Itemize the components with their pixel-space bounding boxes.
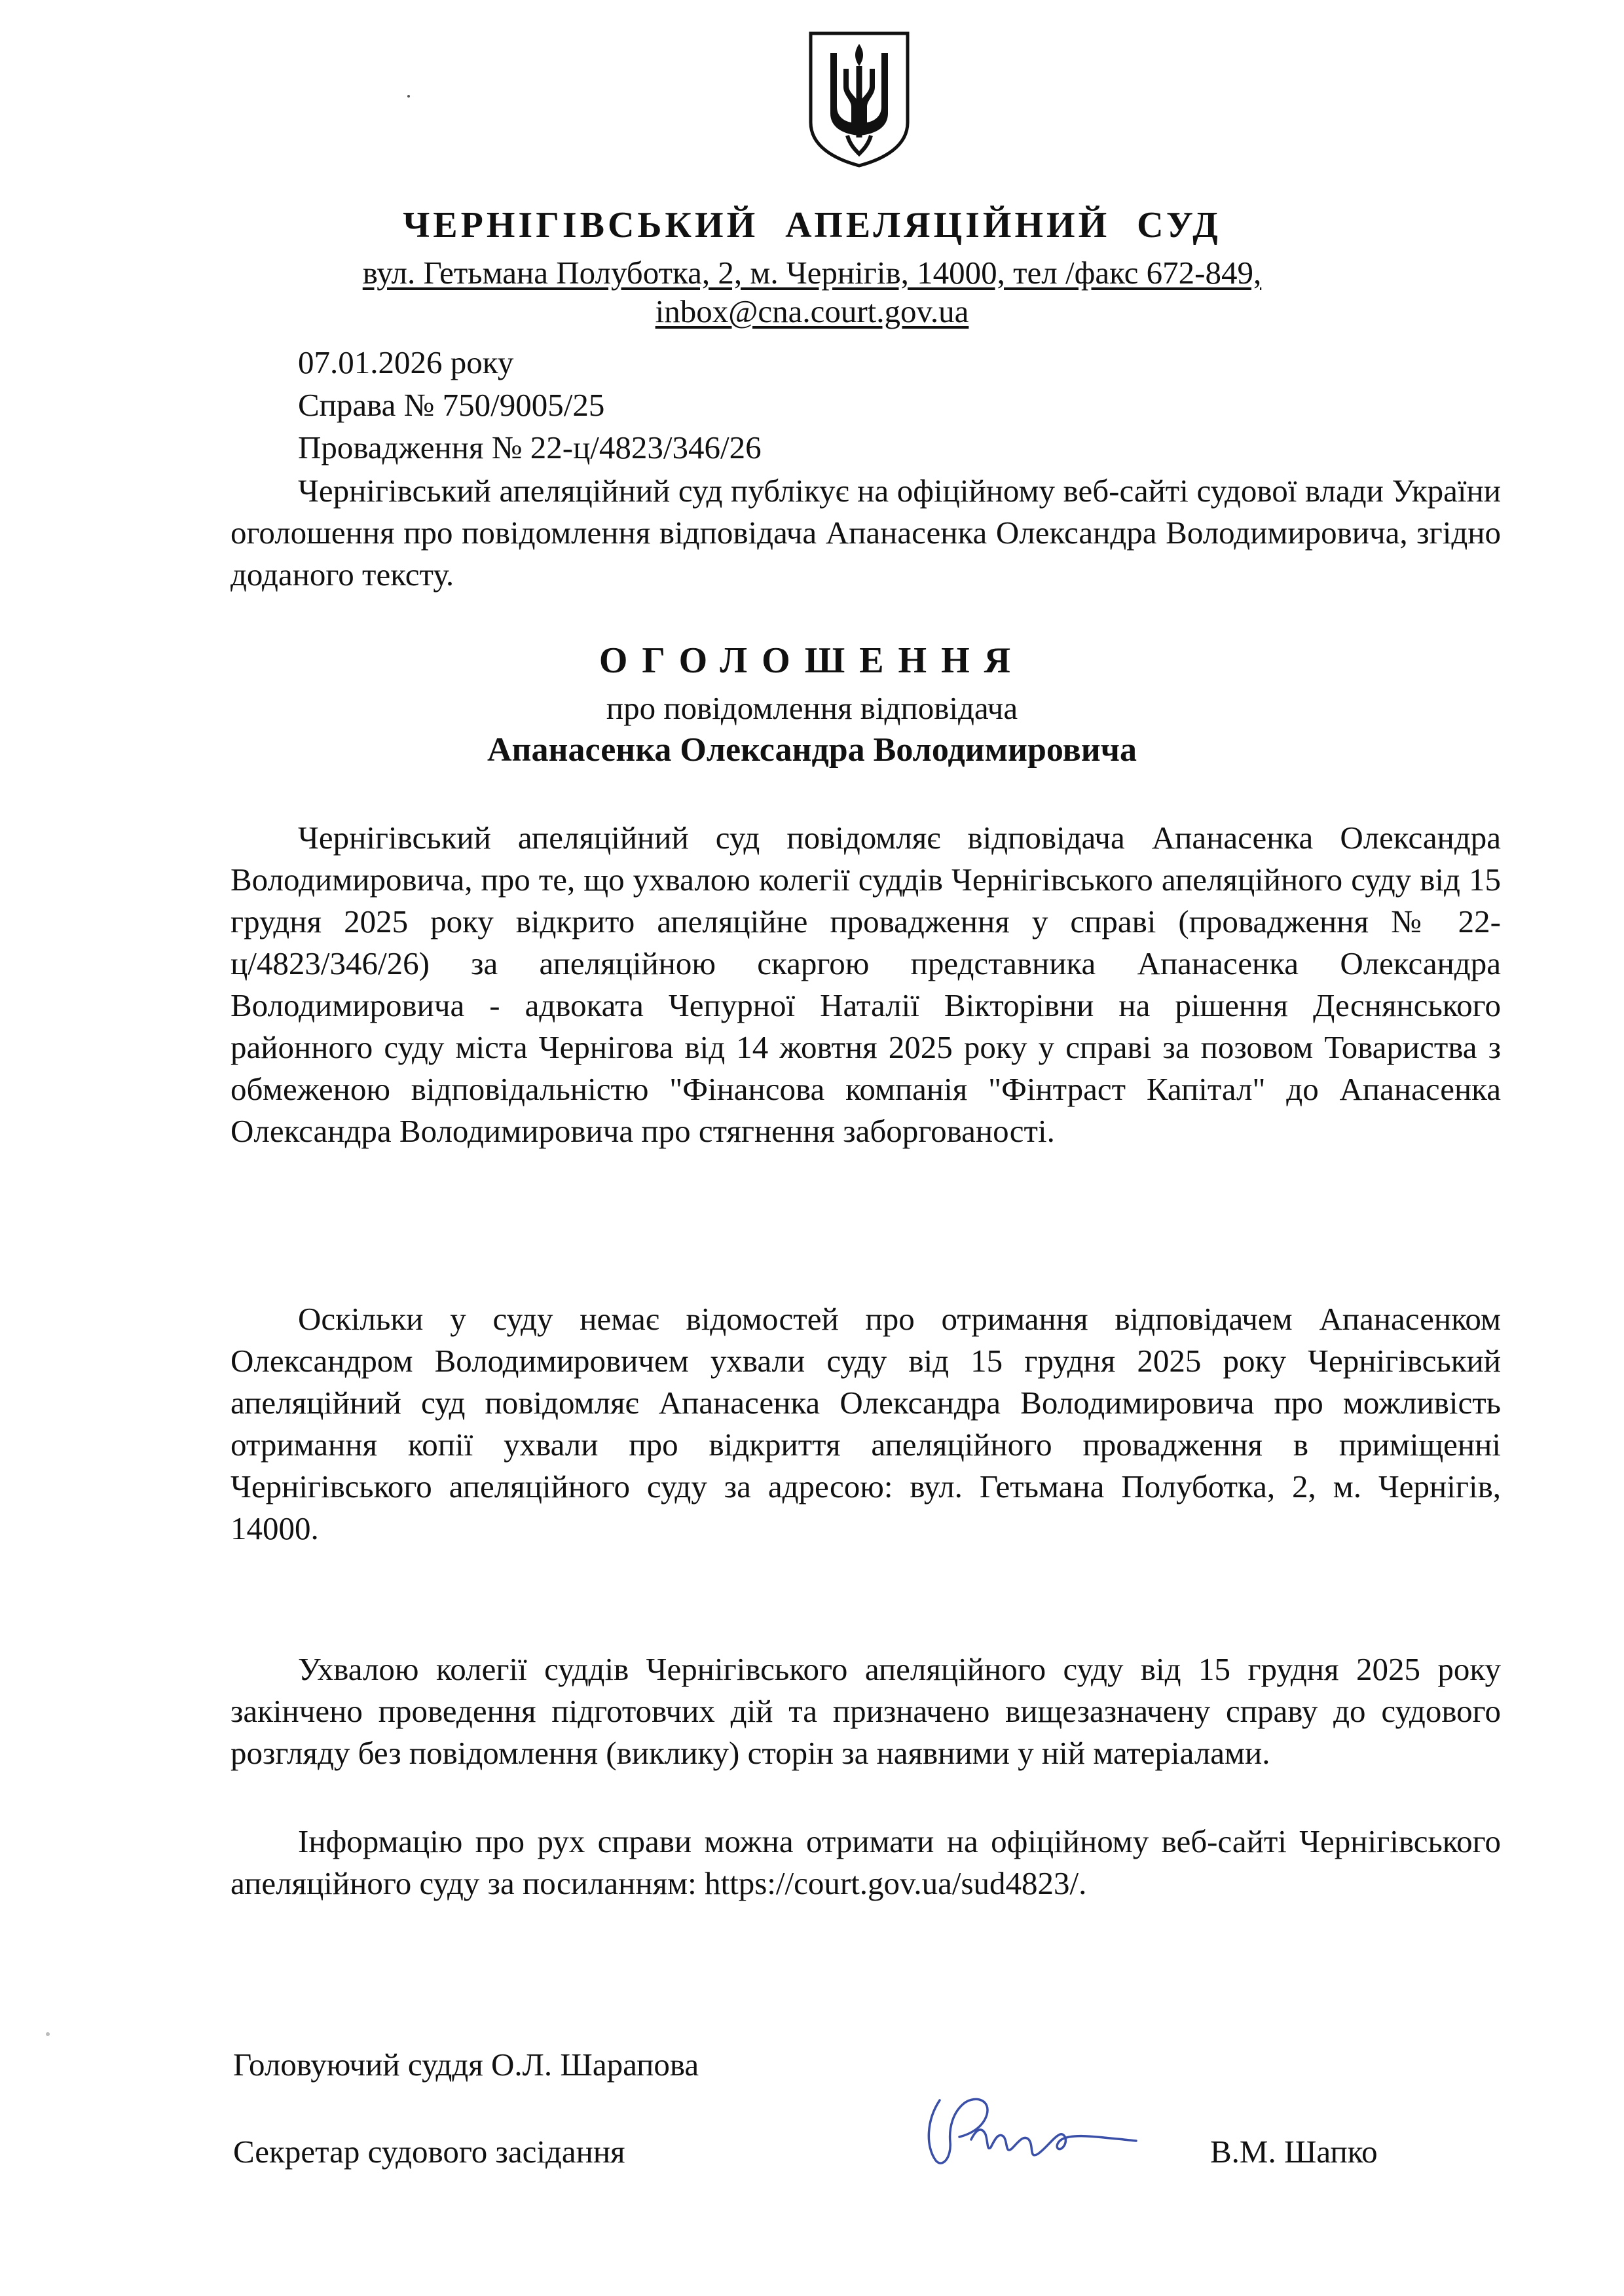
handwritten-signature (913, 2074, 1149, 2172)
respondent-name: Апанасенка Олександра Володимировича (487, 731, 1137, 769)
body-paragraph-1: Чернігівський апеляційний суд повідомляє відповідача Апанасенка Олександра Володимировича, про те, що ухвалою колегії суддів Чернігівського апеляційного суду від 15 грудня 2025 року відкрито апеляційне провадження у справі (провадження № 22-ц/4823/346/26) за апеляційною скаргою представника Апанасенка Олександра Володимировича - адвоката Чепурної Наталії Вікторівни на рішення Деснянського районного суду міста Чернігова від 14 жовтня 2025 року у справі за позовом Товариства з обмеженою відповідальністю "Фінансова компанія "Фінтраст Капітал" до Апанасенка Олександра Володимировича про стягнення заборгованості. (231, 820, 1501, 1149)
secretary-label: Секретар судового засідання (233, 2134, 625, 2170)
announcement-title: ОГОЛОШЕННЯ (599, 640, 1025, 681)
body-paragraph-2: Оскільки у суду немає відомостей про отримання відповідачем Апанасенком Олександром Володимировичем ухвали суду від 15 грудня 2025 року Чернігівський апеляційний суд повідомляє Апанасенка Олександра Володимировича про можливість отримання копії ухвали про відкриття апеляційного провадження в приміщенні Чернігівського апеляційного суду за адресою: вул. Гетьмана Полуботка, 2, м. Чернігів, 14000. (231, 1301, 1501, 1546)
proceeding-number: Провадження № 22-ц/4823/346/26 (298, 429, 762, 465)
body-paragraph-4: Інформацію про рух справи можна отримати на офіційному веб-сайті Чернігівського апеляційного суду за посиланням: https://court.gov.ua/sud4823/. (231, 1823, 1501, 1901)
secretary-name: В.М. Шапко (1210, 2134, 1378, 2170)
scan-speck (46, 2032, 50, 2036)
court-address: вул. Гетьмана Полуботка, 2, м. Чернігів, 14000, тел /факс 672-849, (362, 255, 1262, 291)
coat-of-arms-icon (807, 29, 912, 168)
announcement-subtitle: про повідомлення відповідача (606, 690, 1018, 726)
intro-paragraph: Чернігівський апеляційний суд публікує на офіційному веб-сайті судової влади України оголошення про повідомлення відповідача Апанасенка Олександра Володимировича, згідно доданого тексту. (231, 473, 1501, 592)
body-paragraph-3: Ухвалою колегії суддів Чернігівського апеляційного суду від 15 грудня 2025 року закінчено проведення підготовчих дій та призначено вищезазначену справу до судового розгляду без повідомлення (виклику) сторін за наявними у ній матеріалами. (231, 1651, 1501, 1771)
case-number: Справа № 750/9005/25 (298, 387, 605, 423)
scan-speck (407, 95, 410, 98)
document-date: 07.01.2026 року (298, 344, 514, 380)
court-email: inbox@cna.court.gov.ua (655, 293, 969, 329)
court-name: ЧЕРНІГІВСЬКИЙ АПЕЛЯЦІЙНИЙ СУД (403, 205, 1221, 246)
presiding-judge: Головуючий суддя О.Л. Шарапова (233, 2047, 699, 2083)
